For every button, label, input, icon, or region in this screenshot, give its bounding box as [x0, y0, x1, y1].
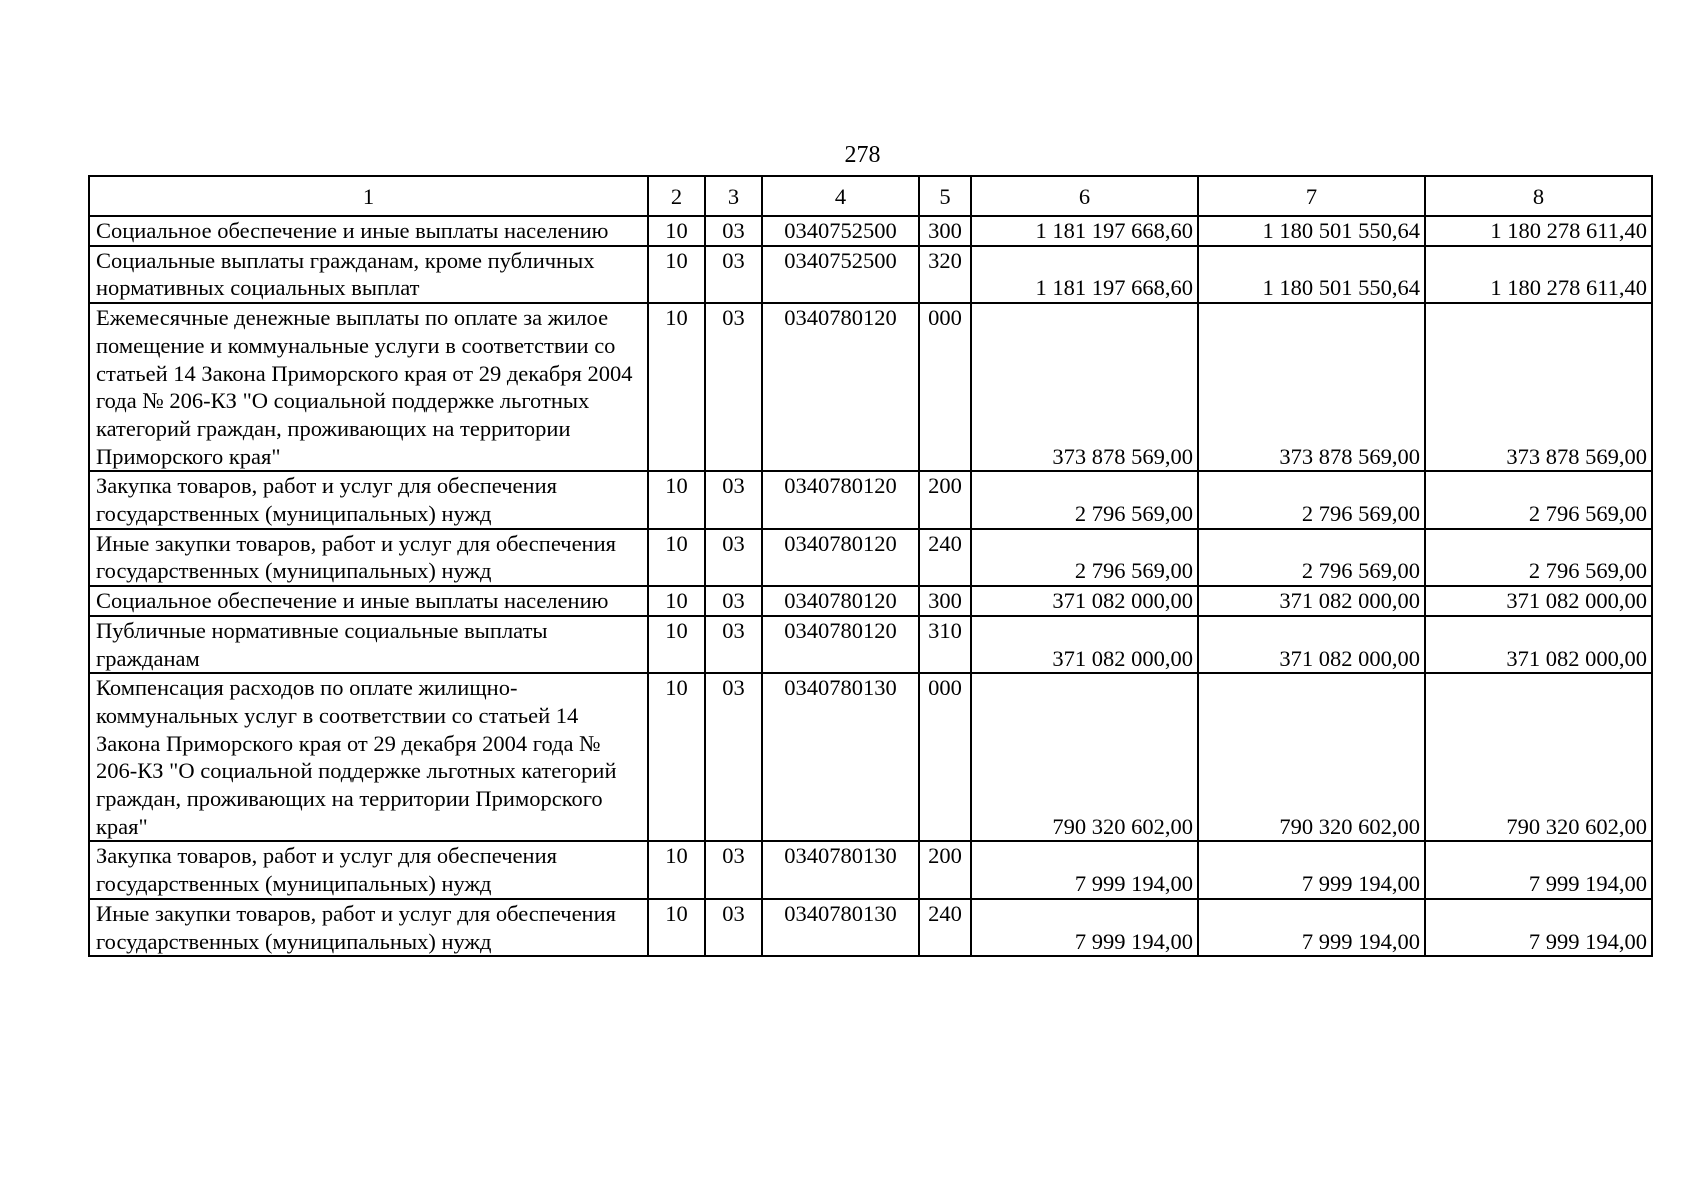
table-row: [89, 529, 1652, 586]
target-item-code: 0340780120: [762, 471, 919, 528]
table-row: [89, 841, 1652, 898]
target-item-code: 0340780120: [762, 529, 919, 586]
section-code: 10: [648, 529, 705, 586]
table-row: [89, 303, 1652, 471]
expense-type-code: 200: [919, 471, 971, 528]
amount-col-7: 1 180 501 550,64: [1198, 216, 1425, 246]
row-name: Закупка товаров, работ и услуг для обеспечения государственных (муниципальных) нужд: [89, 841, 648, 898]
subsection-code: 03: [705, 216, 762, 246]
amount-col-7: 2 796 569,00: [1198, 529, 1425, 586]
expense-type-code: 240: [919, 899, 971, 956]
amount-col-6: 1 181 197 668,60: [971, 246, 1198, 303]
expense-type-code: 240: [919, 529, 971, 586]
target-item-code: 0340780130: [762, 673, 919, 841]
section-code: 10: [648, 471, 705, 528]
subsection-code: 03: [705, 899, 762, 956]
amount-col-6: 7 999 194,00: [971, 899, 1198, 956]
subsection-code: 03: [705, 616, 762, 673]
budget-table: [88, 175, 1653, 957]
table-row: [89, 899, 1652, 956]
section-code: 10: [648, 841, 705, 898]
amount-col-6: 2 796 569,00: [971, 529, 1198, 586]
section-code: 10: [648, 899, 705, 956]
table-row: [89, 246, 1652, 303]
amount-col-8: 1 180 278 611,40: [1425, 246, 1652, 303]
table-row: [89, 586, 1652, 616]
column-header: 8: [1425, 176, 1652, 216]
target-item-code: 0340752500: [762, 246, 919, 303]
subsection-code: 03: [705, 586, 762, 616]
column-header: 3: [705, 176, 762, 216]
row-name: Иные закупки товаров, работ и услуг для обеспечения государственных (муниципальных) нужд: [89, 529, 648, 586]
row-name: Публичные нормативные социальные выплаты гражданам: [89, 616, 648, 673]
target-item-code: 0340780120: [762, 303, 919, 471]
section-code: 10: [648, 586, 705, 616]
row-name: Компенсация расходов по оплате жилищно-коммунальных услуг в соответствии со статьей 14 Закона Приморского края от 29 декабря 2004 года № 206-КЗ "О социальной поддержке льготных категорий граждан, проживающих на территории Приморского края": [89, 673, 648, 841]
amount-col-8: 371 082 000,00: [1425, 616, 1652, 673]
expense-type-code: 300: [919, 216, 971, 246]
amount-col-6: 371 082 000,00: [971, 616, 1198, 673]
target-item-code: 0340752500: [762, 216, 919, 246]
column-header: 5: [919, 176, 971, 216]
expense-type-code: 000: [919, 303, 971, 471]
column-header: 1: [89, 176, 648, 216]
expense-type-code: 200: [919, 841, 971, 898]
row-name: Закупка товаров, работ и услуг для обеспечения государственных (муниципальных) нужд: [89, 471, 648, 528]
column-header: 4: [762, 176, 919, 216]
section-code: 10: [648, 616, 705, 673]
table-row: [89, 673, 1652, 841]
section-code: 10: [648, 673, 705, 841]
amount-col-7: 371 082 000,00: [1198, 586, 1425, 616]
column-header: 7: [1198, 176, 1425, 216]
amount-col-7: 373 878 569,00: [1198, 303, 1425, 471]
amount-col-8: 790 320 602,00: [1425, 673, 1652, 841]
column-header: 2: [648, 176, 705, 216]
table-row: [89, 471, 1652, 528]
amount-col-8: 2 796 569,00: [1425, 529, 1652, 586]
row-name: Социальное обеспечение и иные выплаты населению: [89, 216, 648, 246]
amount-col-8: 371 082 000,00: [1425, 586, 1652, 616]
expense-type-code: 320: [919, 246, 971, 303]
table-row: [89, 616, 1652, 673]
target-item-code: 0340780130: [762, 899, 919, 956]
amount-col-7: 2 796 569,00: [1198, 471, 1425, 528]
page-number: 278: [844, 142, 881, 168]
amount-col-6: 790 320 602,00: [971, 673, 1198, 841]
subsection-code: 03: [705, 303, 762, 471]
amount-col-6: 1 181 197 668,60: [971, 216, 1198, 246]
target-item-code: 0340780120: [762, 586, 919, 616]
expense-type-code: 310: [919, 616, 971, 673]
header-row: [89, 176, 1652, 216]
section-code: 10: [648, 216, 705, 246]
subsection-code: 03: [705, 471, 762, 528]
amount-col-8: 7 999 194,00: [1425, 899, 1652, 956]
amount-col-7: 7 999 194,00: [1198, 899, 1425, 956]
amount-col-8: 1 180 278 611,40: [1425, 216, 1652, 246]
row-name: Ежемесячные денежные выплаты по оплате за жилое помещение и коммунальные услуги в соответствии со статьей 14 Закона Приморского края от 29 декабря 2004 года № 206-КЗ "О социальной поддержке льготных категорий граждан, проживающих на территории Приморского края": [89, 303, 648, 471]
amount-col-6: 2 796 569,00: [971, 471, 1198, 528]
expense-type-code: 000: [919, 673, 971, 841]
amount-col-8: 373 878 569,00: [1425, 303, 1652, 471]
amount-col-7: 790 320 602,00: [1198, 673, 1425, 841]
amount-col-6: 373 878 569,00: [971, 303, 1198, 471]
amount-col-7: 1 180 501 550,64: [1198, 246, 1425, 303]
target-item-code: 0340780120: [762, 616, 919, 673]
section-code: 10: [648, 246, 705, 303]
subsection-code: 03: [705, 673, 762, 841]
target-item-code: 0340780130: [762, 841, 919, 898]
section-code: 10: [648, 303, 705, 471]
amount-col-6: 371 082 000,00: [971, 586, 1198, 616]
amount-col-6: 7 999 194,00: [971, 841, 1198, 898]
row-name: Социальные выплаты гражданам, кроме публичных нормативных социальных выплат: [89, 246, 648, 303]
row-name: Иные закупки товаров, работ и услуг для обеспечения государственных (муниципальных) нужд: [89, 899, 648, 956]
table-row: [89, 216, 1652, 246]
subsection-code: 03: [705, 246, 762, 303]
subsection-code: 03: [705, 841, 762, 898]
row-name: Социальное обеспечение и иные выплаты населению: [89, 586, 648, 616]
amount-col-8: 7 999 194,00: [1425, 841, 1652, 898]
subsection-code: 03: [705, 529, 762, 586]
column-header: 6: [971, 176, 1198, 216]
amount-col-7: 371 082 000,00: [1198, 616, 1425, 673]
expense-type-code: 300: [919, 586, 971, 616]
amount-col-8: 2 796 569,00: [1425, 471, 1652, 528]
amount-col-7: 7 999 194,00: [1198, 841, 1425, 898]
